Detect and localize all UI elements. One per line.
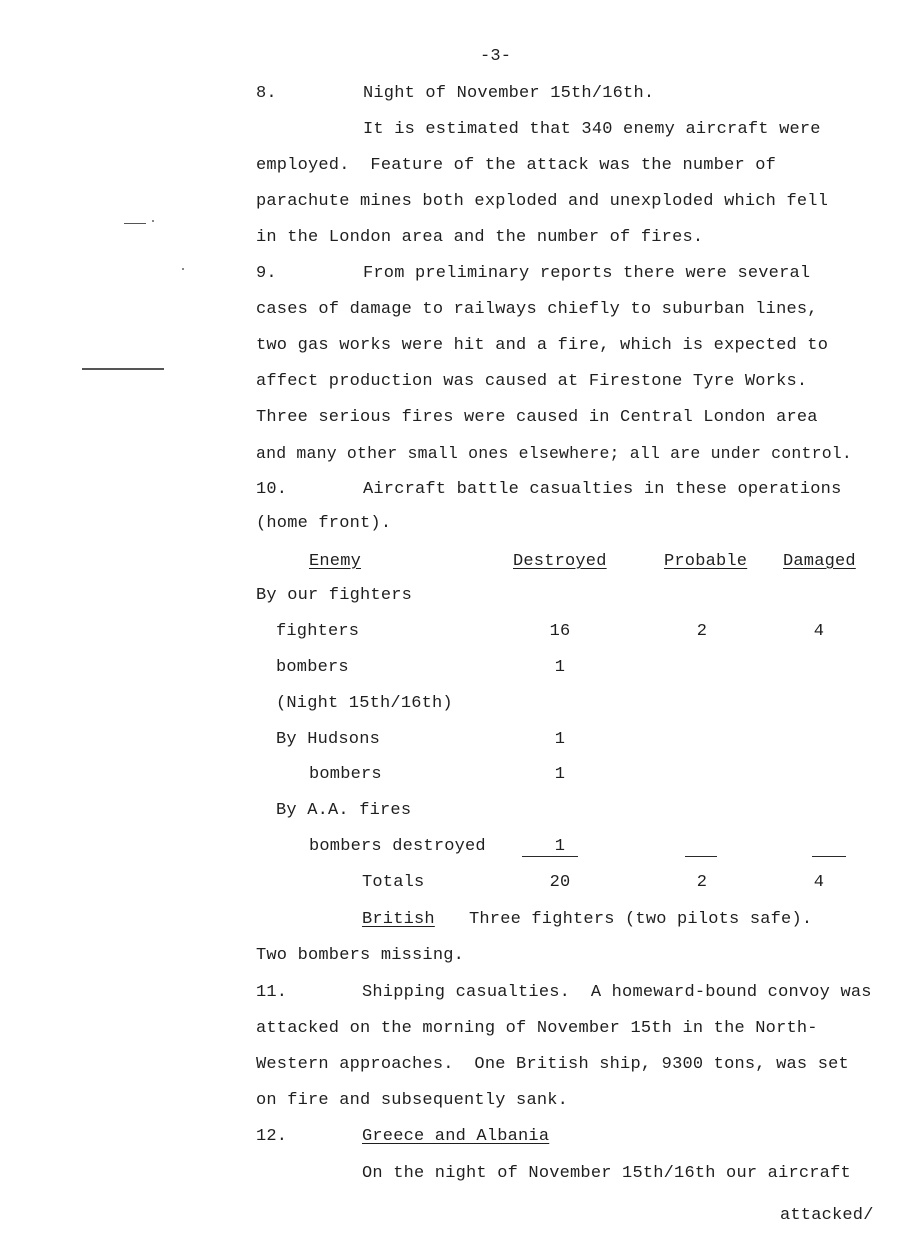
- table-header-enemy: Enemy: [309, 552, 362, 571]
- section-9-line: From preliminary reports there were several: [363, 264, 811, 283]
- section-11-line: on fire and subsequently sank.: [256, 1091, 569, 1110]
- section-9-line: Three serious fires were caused in Central London area: [256, 408, 818, 427]
- table-row-label: bombers: [309, 765, 382, 784]
- table-cell-destroyed: 1: [554, 730, 566, 749]
- section-10-line: Aircraft battle casualties in these operations: [363, 480, 842, 499]
- section-9-line: and many other small ones elsewhere; all are under control.: [256, 444, 852, 463]
- totals-damaged: 4: [813, 873, 825, 892]
- table-cell-destroyed: 1: [554, 658, 566, 677]
- section-12-number: 12.: [256, 1127, 288, 1146]
- section-12-line: On the night of November 15th/16th our aircraft: [362, 1164, 851, 1183]
- british-continuation: Two bombers missing.: [256, 946, 465, 965]
- margin-mark: [124, 223, 146, 224]
- table-row-label: bombers: [276, 658, 349, 677]
- section-11-number: 11.: [256, 983, 288, 1002]
- table-header-damaged: Damaged: [783, 552, 856, 571]
- section-10-number: 10.: [256, 480, 288, 499]
- section-9-number: 9.: [256, 264, 277, 283]
- section-12-heading: Greece and Albania: [362, 1127, 550, 1146]
- margin-dot: [152, 220, 154, 222]
- section-11-line: Western approaches. One British ship, 9300 tons, was set: [256, 1055, 849, 1074]
- british-text: Three fighters (two pilots safe).: [469, 910, 813, 929]
- table-row-label: By our fighters: [256, 586, 413, 605]
- table-row-label: (Night 15th/16th): [276, 694, 453, 713]
- section-8-line: in the London area and the number of fires.: [256, 228, 704, 247]
- margin-rule: [82, 368, 164, 370]
- section-8-line: It is estimated that 340 enemy aircraft were: [363, 120, 821, 139]
- table-cell-destroyed: 1: [554, 837, 566, 856]
- section-10-line: (home front).: [256, 514, 392, 533]
- table-cell-destroyed: 1: [554, 765, 566, 784]
- section-9-line: affect production was caused at Firestone Tyre Works.: [256, 372, 808, 391]
- section-8-number: 8.: [256, 84, 277, 103]
- totals-label: Totals: [362, 873, 425, 892]
- table-header-probable: Probable: [664, 552, 748, 571]
- table-row-label: fighters: [276, 622, 360, 641]
- table-cell-damaged: 4: [813, 622, 825, 641]
- section-9-line: two gas works were hit and a fire, which is expected to: [256, 336, 829, 355]
- margin-dot: [182, 268, 184, 270]
- page-number: -3-: [480, 47, 512, 66]
- sum-rule-destroyed: [522, 856, 578, 857]
- section-11-line: Shipping casualties. A homeward-bound convoy was: [362, 983, 872, 1002]
- section-8-line: employed. Feature of the attack was the number of: [256, 156, 777, 175]
- section-8-heading: Night of November 15th/16th.: [363, 84, 655, 103]
- table-row-label: By A.A. fires: [276, 801, 412, 820]
- totals-probable: 2: [696, 873, 708, 892]
- table-cell-probable: 2: [696, 622, 708, 641]
- sum-rule-damaged: [812, 856, 846, 857]
- table-row-label: By Hudsons: [276, 730, 381, 749]
- sum-rule-probable: [685, 856, 717, 857]
- totals-destroyed: 20: [549, 873, 571, 892]
- table-cell-destroyed: 16: [549, 622, 571, 641]
- catchword: attacked/: [780, 1206, 874, 1225]
- british-label: British: [362, 910, 435, 929]
- section-9-line: cases of damage to railways chiefly to suburban lines,: [256, 300, 818, 319]
- table-header-destroyed: Destroyed: [513, 552, 607, 571]
- section-8-line: parachute mines both exploded and unexploded which fell: [256, 192, 829, 211]
- section-11-line: attacked on the morning of November 15th in the North-: [256, 1019, 818, 1038]
- table-row-label: bombers destroyed: [309, 837, 486, 856]
